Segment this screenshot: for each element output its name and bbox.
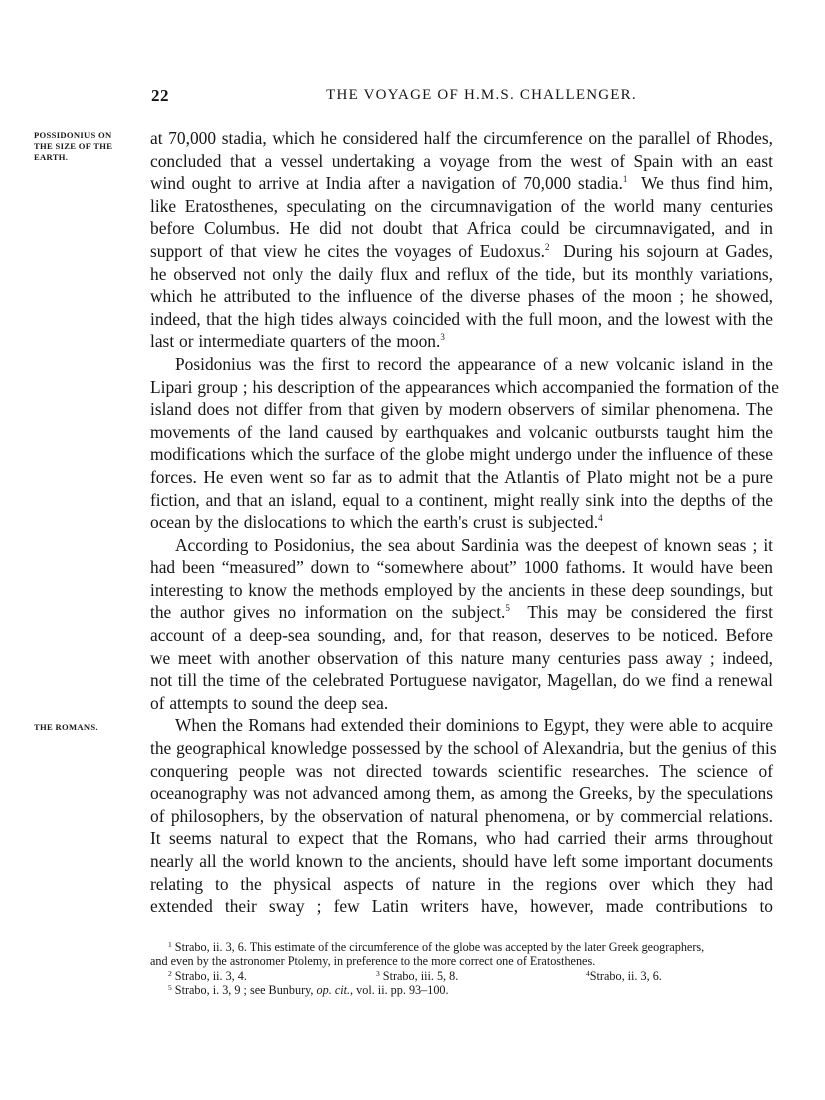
text-line	[150, 330, 773, 353]
text-segment: This may be considered the first	[527, 602, 773, 623]
text-line: before Columbus. He did not doubt that Africa could be circumnavigated, and in	[150, 218, 773, 239]
text-line: of attempts to sound the deep sea.	[150, 692, 389, 713]
footnote-marker: 5	[168, 983, 172, 993]
text-line: concluded that a vessel undertaking a voyage from the west of Spain with an east	[150, 150, 773, 171]
text-segment: the author gives no information on the subject.	[150, 602, 506, 623]
margin-note-line: THE ROMANS.	[34, 722, 98, 732]
text-segment: support of that view he cites the voyages of Eudoxus.	[150, 240, 545, 261]
paragraph-posidonius-circumference	[150, 127, 773, 353]
text-line	[150, 601, 773, 624]
text-segment: last or intermediate quarters of the moon.	[150, 331, 441, 352]
text-line	[150, 172, 773, 195]
paragraph-romans	[150, 714, 777, 917]
footnote-ref-1[interactable]: 1	[622, 174, 628, 185]
footnote-marker: 3	[376, 968, 380, 978]
text-line	[150, 511, 773, 534]
footnote-text: , vol. ii. pp. 93–100.	[350, 983, 449, 998]
text-line: like Eratosthenes, speculating on the circumnavigation of the world many centuries	[150, 195, 773, 216]
text-line: fiction, and that an island, equal to a continent, might really sink into the depths of the	[150, 489, 773, 510]
text-line: at 70,000 stadia, which he considered half the circumference on the parallel of Rhodes,	[150, 128, 773, 148]
margin-note-romans	[34, 722, 142, 733]
text-line: Posidonius was the first to record the appearance of a new volcanic island in the	[175, 353, 773, 374]
text-line: It seems natural to expect that the Romans, who had carried their arms throughout	[150, 828, 773, 849]
footnote-text: Strabo, i. 3, 9 ; see Bunbury,	[174, 983, 317, 998]
text-line: indeed, that the high tides always coincided with the full moon, and the lowest with the	[150, 308, 773, 329]
text-line: interesting to know the methods employed by the ancients in these deep soundings, but	[150, 579, 773, 600]
text-segment: ocean by the dislocations to which the earth's crust is subjected.	[150, 512, 599, 533]
text-line: of philosophers, by the observation of natural phenomena, or by commercial relations.	[150, 805, 773, 826]
footnote-2	[168, 969, 247, 983]
text-segment: wind ought to arrive at India after a navigation of 70,000 stadia.	[150, 173, 623, 194]
text-line: conquering people was not directed towards scientific researches. The science of	[150, 760, 773, 781]
text-line: we meet with another observation of this nature many centuries pass away ; indeed,	[150, 647, 773, 668]
footnote-5	[150, 983, 773, 997]
paragraph-volcanic-island	[150, 353, 779, 534]
text-line: he observed not only the daily flux and reflux of the tide, but its monthly variations,	[150, 263, 773, 284]
footnote-text-italic: op. cit.	[316, 983, 351, 998]
footnotes	[150, 940, 773, 998]
text-segment: During his sojourn at Gades,	[563, 240, 774, 261]
footnote-text: Strabo, ii. 3, 4.	[174, 968, 247, 983]
footnote-4	[586, 969, 662, 983]
text-line: island does not differ from that given by modern observers of similar phenomena. The	[150, 399, 773, 420]
text-line: relating to the physical aspects of nature in the regions over which they had	[150, 873, 773, 894]
text-line: which he attributed to the influence of the diverse phases of the moon ; he showed,	[150, 286, 773, 307]
text-line: not till the time of the celebrated Portuguese navigator, Magellan, do we find a renewal	[150, 670, 773, 691]
text-line: extended their sway ; few Latin writers have, however, made contributions to	[150, 896, 773, 917]
footnote-ref-2[interactable]: 2	[544, 241, 550, 252]
running-title: THE VOYAGE OF H.M.S. CHALLENGER.	[326, 87, 637, 103]
footnote-row	[150, 969, 773, 983]
footnote-text: Strabo, ii. 3, 6.	[589, 968, 662, 983]
footnote-ref-5[interactable]: 5	[505, 603, 510, 614]
text-line: Lipari group ; his description of the appearances which accompanied the formation of the	[150, 376, 779, 397]
margin-note-line: POSSIDONIUS ON	[34, 130, 112, 140]
footnote-1-continued: and even by the astronomer Ptolemy, in preference to the more correct one of Eratosthenes.	[150, 954, 596, 969]
footnote-marker: 2	[168, 968, 172, 978]
text-line	[150, 240, 773, 263]
footnote-ref-4[interactable]: 4	[598, 513, 603, 524]
footnote-3	[376, 969, 458, 983]
text-line: the geographical knowledge possessed by the school of Alexandria, but the genius of this	[150, 738, 777, 759]
text-line: According to Posidonius, the sea about Sardinia was the deepest of known seas ; it	[175, 534, 773, 555]
margin-note-posidonius	[34, 130, 142, 163]
text-line: forces. He even went so far as to admit that the Atlantis of Plato might not be a pure	[150, 466, 773, 487]
text-line: account of a deep-sea sounding, and, for that reason, deserves to be noticed. Before	[150, 625, 773, 646]
running-head	[150, 86, 773, 108]
margin-note-line: THE SIZE OF THE	[34, 141, 113, 151]
text-line: had been “measured” down to “somewhere about” 1000 fathoms. It would have been	[150, 557, 773, 578]
text-line: oceanography was not advanced among them, as among the Greeks, by the speculations	[150, 783, 773, 804]
footnote-text: Strabo, iii. 5, 8.	[382, 968, 459, 983]
text-line: modifications which the surface of the globe might undergo under the influence of these	[150, 444, 773, 465]
text-line: nearly all the world known to the ancients, should have left some important documents	[150, 851, 773, 871]
paragraph-sardinia-sounding	[150, 534, 773, 715]
text-segment: We thus find him,	[641, 173, 773, 194]
footnote-1	[150, 940, 773, 954]
footnote-text: Strabo, ii. 3, 6. This estimate of the circumference of the globe was accepted by the later Greek geographers,	[174, 940, 705, 954]
footnote-marker: 4	[586, 968, 590, 978]
footnote-marker: 1	[168, 940, 172, 949]
body-text	[150, 127, 779, 918]
text-line: movements of the land caused by earthquakes and volcanic outbursts taught him the	[150, 421, 773, 442]
text-line: When the Romans had extended their dominions to Egypt, they were able to acquire	[175, 715, 773, 736]
page-number: 22	[151, 86, 169, 105]
margin-note-line: EARTH.	[34, 152, 69, 162]
footnote-ref-3[interactable]: 3	[440, 332, 445, 343]
